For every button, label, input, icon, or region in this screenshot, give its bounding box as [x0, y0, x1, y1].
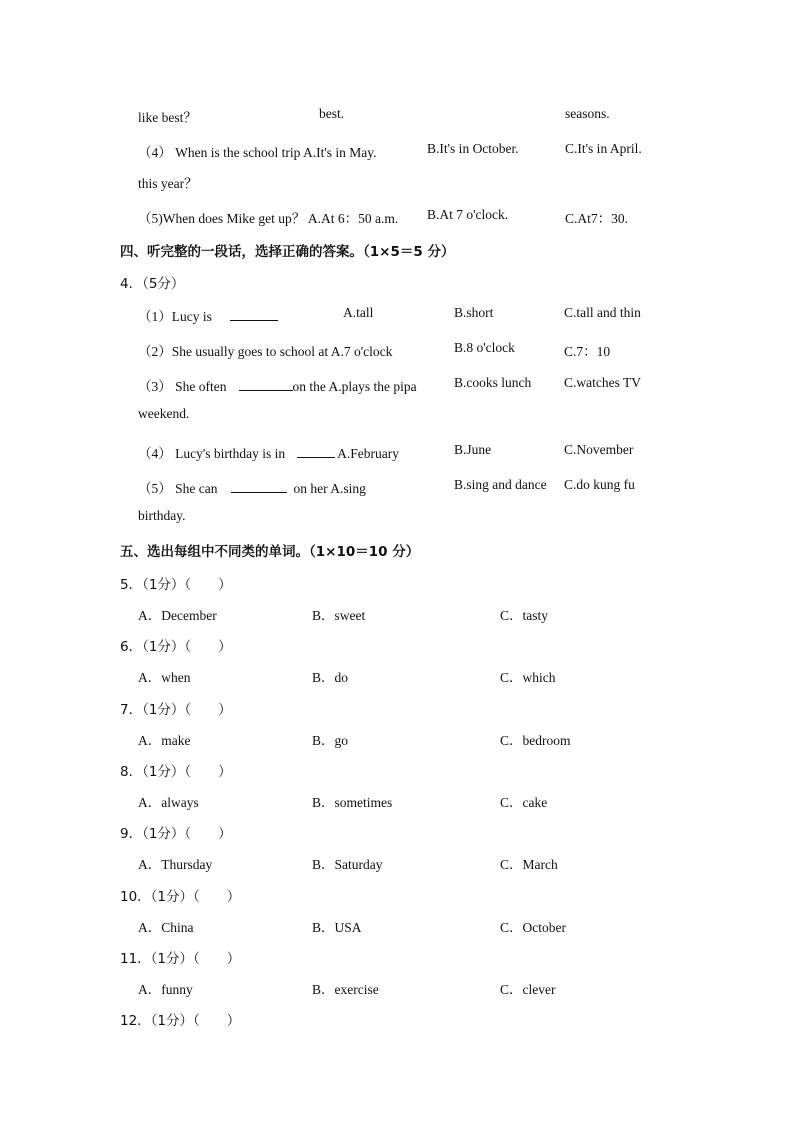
option-b[interactable]: B．Saturday — [312, 857, 383, 872]
section-heading: 四、听完整的一段话，选择正确的答案。（1×5＝5 分） — [120, 244, 455, 260]
option-c: C.At7：30. — [565, 211, 629, 226]
question-number: 8．（1分）（ ） — [120, 764, 232, 780]
option-c[interactable]: C．October — [500, 920, 566, 935]
option-b[interactable]: B．USA — [312, 920, 362, 935]
option-b[interactable]: B．do — [312, 670, 349, 685]
option-b: B.cooks lunch — [454, 375, 532, 390]
listening-row: （5)When does Mike get up？ A.At 6：50 a.m. — [138, 211, 399, 226]
question-number: 7．（1分）（ ） — [120, 702, 232, 718]
option-c[interactable]: C．cake — [500, 795, 548, 810]
option-c[interactable]: C．which — [500, 670, 556, 685]
question-item — [138, 305, 282, 325]
question-number: 6．（1分）（ ） — [120, 639, 232, 655]
option-c: C.do kung fu — [564, 477, 635, 492]
option-b: B.sing and dance — [454, 477, 547, 492]
question-cont: weekend. — [138, 406, 190, 421]
text-fragment: best. — [319, 106, 345, 121]
option-c: C.7：10 — [564, 344, 611, 359]
question-stem-after: on her A.sing — [293, 481, 366, 496]
option-c: C.It's in April. — [565, 141, 642, 156]
option-b: B.8 o'clock — [454, 340, 515, 355]
answer-blank[interactable] — [230, 309, 278, 321]
question-number: 11．（1分）（ ） — [120, 951, 241, 967]
option-b: B.It's in October. — [427, 141, 519, 156]
question-stem: （3） She often — [138, 379, 227, 394]
listening-row — [138, 106, 197, 126]
option-a[interactable]: A．December — [138, 608, 217, 623]
option-a[interactable]: A．Thursday — [138, 857, 213, 872]
option-c: C.watches TV — [564, 375, 641, 390]
question-stem: （1）Lucy is — [138, 309, 212, 324]
answer-blank[interactable] — [231, 481, 287, 493]
question-number: 9．（1分）（ ） — [120, 826, 232, 842]
option-b[interactable]: B．go — [312, 733, 349, 748]
option-a[interactable]: A．when — [138, 670, 191, 685]
question-number: 10．（1分）（ ） — [120, 889, 241, 905]
option-b[interactable]: B．sometimes — [312, 795, 393, 810]
text-fragment: like best？ — [138, 110, 197, 125]
option-a[interactable]: A．funny — [138, 982, 193, 997]
option-c[interactable]: C．clever — [500, 982, 556, 997]
question-number: 4．（5分） — [120, 276, 185, 292]
listening-row-cont: this year？ — [138, 176, 198, 191]
option-c[interactable]: C．tasty — [500, 608, 549, 623]
option-a[interactable]: A．China — [138, 920, 194, 935]
section-heading: 五、选出每组中不同类的单词。（1×10＝10 分） — [120, 544, 420, 560]
question-item — [138, 442, 399, 462]
option-c: C.tall and thin — [564, 305, 641, 320]
question-stem: （5） She can — [138, 481, 218, 496]
listening-row: （4） When is the school trip A.It's in May. — [138, 145, 377, 160]
option-b: B.short — [454, 305, 494, 320]
question-stem-after: on the A.plays the pipa — [292, 379, 417, 394]
option-a: A.tall — [343, 305, 374, 320]
option-b[interactable]: B．sweet — [312, 608, 366, 623]
question-number: 5．（1分）（ ） — [120, 577, 232, 593]
answer-blank[interactable] — [297, 446, 335, 458]
text-fragment: seasons. — [565, 106, 610, 121]
question-item: （2）She usually goes to school at A.7 o'clock — [138, 344, 393, 359]
question-stem: （4） Lucy's birthday is in — [138, 446, 286, 461]
option-b[interactable]: B．exercise — [312, 982, 379, 997]
option-a[interactable]: A．make — [138, 733, 191, 748]
option-b: B.June — [454, 442, 492, 457]
question-stem-after: A.February — [337, 446, 400, 461]
option-b: B.At 7 o'clock. — [427, 207, 509, 222]
option-c[interactable]: C．bedroom — [500, 733, 571, 748]
question-item — [138, 375, 417, 395]
option-a[interactable]: A．always — [138, 795, 199, 810]
question-item — [138, 477, 366, 497]
question-number: 12．（1分）（ ） — [120, 1013, 241, 1029]
option-c: C.November — [564, 442, 634, 457]
answer-blank[interactable] — [239, 379, 293, 391]
question-cont: birthday. — [138, 508, 186, 523]
option-c[interactable]: C．March — [500, 857, 558, 872]
